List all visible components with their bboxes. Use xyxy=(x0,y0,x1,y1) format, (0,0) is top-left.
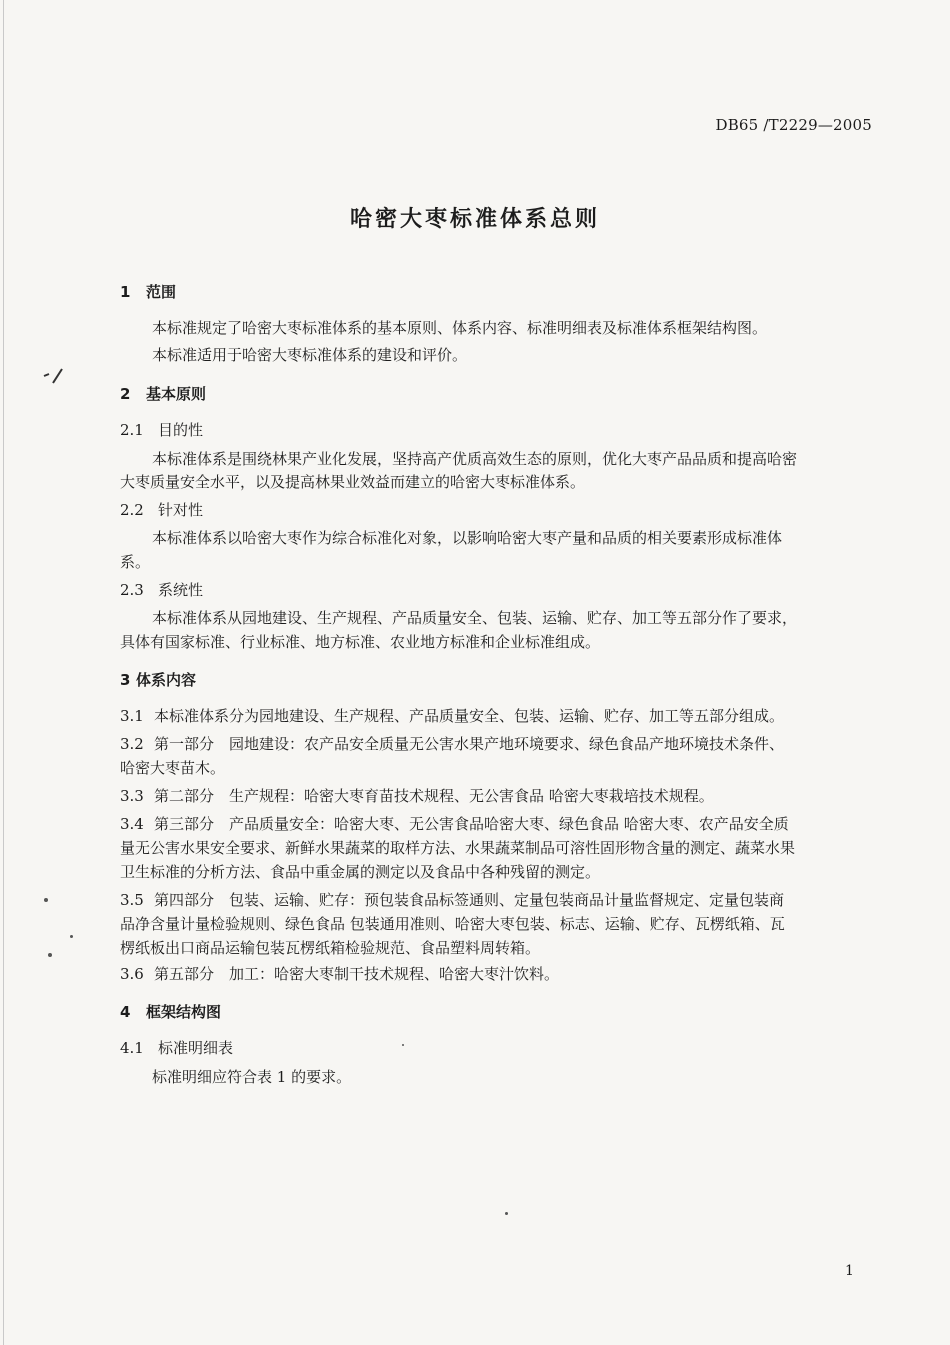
paragraph-line: 具体有国家标准、行业标准、地方标准、农业地方标准和企业标准组成。 xyxy=(120,633,601,651)
subsection-number: 2.2 xyxy=(120,501,144,519)
section-4-heading xyxy=(120,1002,221,1022)
paragraph-line: 标准明细应符合表 1 的要求。 xyxy=(152,1068,352,1086)
clause-3-2 xyxy=(120,734,784,754)
clause-number: 3.1 xyxy=(120,707,144,725)
section-number: 1 xyxy=(120,283,131,301)
scan-speck xyxy=(505,1212,508,1215)
clause-3-1 xyxy=(120,706,784,726)
paragraph-line: 本标准体系从园地建设、生产规程、产品质量安全、包装、运输、贮存、加工等五部分作了要求， xyxy=(152,609,798,627)
clause-number: 3.6 xyxy=(120,965,144,983)
clause-text: 第二部分 生产规程：哈密大枣育苗技术规程、无公害食品 哈密大枣栽培技术规程。 xyxy=(154,787,714,805)
clause-text: 第一部分 园地建设：农产品安全质量无公害水果产地环境要求、绿色食品产地环境技术条件、 xyxy=(154,735,785,753)
subsection-title: 标准明细表 xyxy=(158,1039,234,1057)
clause-3-4 xyxy=(120,814,789,834)
subsection-2-1-heading xyxy=(120,420,203,440)
subsection-2-3-heading xyxy=(120,580,203,600)
paragraph-line: 系。 xyxy=(120,553,151,571)
subsection-4-1-heading xyxy=(120,1038,233,1058)
section-2-heading xyxy=(120,384,206,404)
section-number: 3 xyxy=(120,671,131,689)
paragraph: 本标准适用于哈密大枣标准体系的建设和评价。 xyxy=(152,346,468,364)
paragraph-line: 哈密大枣苗木。 xyxy=(120,759,226,777)
scan-speck xyxy=(44,898,48,902)
section-number: 4 xyxy=(120,1003,131,1021)
subsection-number: 2.3 xyxy=(120,581,144,599)
subsection-title: 针对性 xyxy=(158,501,204,519)
scan-speck xyxy=(70,935,73,938)
subsection-number: 2.1 xyxy=(120,421,144,439)
clause-text: 第三部分 产品质量安全：哈密大枣、无公害食品哈密大枣、绿色食品 哈密大枣、农产品安全质 xyxy=(154,815,789,833)
section-number: 2 xyxy=(120,385,131,403)
paragraph: 本标准规定了哈密大枣标准体系的基本原则、体系内容、标准明细表及标准体系框架结构图。 xyxy=(152,319,768,337)
paragraph-line: 品净含量计量检验规则、绿色食品 包装通用准则、哈密大枣包装、标志、运输、贮存、瓦楞纸箱、瓦 xyxy=(120,915,785,933)
clause-text: 本标准体系分为园地建设、生产规程、产品质量安全、包装、运输、贮存、加工等五部分组成。 xyxy=(154,707,785,725)
scan-mark-icon xyxy=(40,366,66,386)
scan-speck xyxy=(402,1044,404,1046)
clause-3-6 xyxy=(120,964,559,984)
clause-3-3 xyxy=(120,786,714,806)
scan-edge-line xyxy=(3,0,4,1345)
clause-number: 3.4 xyxy=(120,815,144,833)
subsection-title: 系统性 xyxy=(158,581,204,599)
subsection-number: 4.1 xyxy=(120,1039,144,1057)
clause-3-5 xyxy=(120,890,784,910)
paragraph-line: 本标准体系以哈密大枣作为综合标准化对象，以影响哈密大枣产量和品质的相关要素形成标准体 xyxy=(152,529,783,547)
page-number: 1 xyxy=(845,1263,854,1279)
document-title: 哈密大枣标准体系总则 xyxy=(349,207,600,232)
standard-code: DB65 /T2229—2005 xyxy=(715,116,872,134)
clause-number: 3.5 xyxy=(120,891,144,909)
section-1-heading xyxy=(120,282,176,302)
section-title: 范围 xyxy=(146,283,177,301)
subsection-title: 目的性 xyxy=(158,421,204,439)
clause-text: 第五部分 加工：哈密大枣制干技术规程、哈密大枣汁饮料。 xyxy=(154,965,560,983)
paragraph-line: 量无公害水果安全要求、新鲜水果蔬菜的取样方法、水果蔬菜制品可溶性固形物含量的测定、蔬菜水果 xyxy=(120,839,796,857)
section-title: 框架结构图 xyxy=(146,1003,222,1021)
scan-speck xyxy=(48,953,52,957)
section-title: 体系内容 xyxy=(136,671,197,689)
clause-number: 3.2 xyxy=(120,735,144,753)
paragraph-line: 楞纸板出口商品运输包装瓦楞纸箱检验规范、食品塑料周转箱。 xyxy=(120,939,541,957)
paragraph-line: 卫生标准的分析方法、食品中重金属的测定以及食品中各种残留的测定。 xyxy=(120,863,601,881)
clause-text: 第四部分 包装、运输、贮存：预包装食品标签通则、定量包装商品计量监督规定、定量包装商 xyxy=(154,891,785,909)
section-3-heading xyxy=(120,670,196,690)
clause-number: 3.3 xyxy=(120,787,144,805)
section-title: 基本原则 xyxy=(146,385,207,403)
paragraph-line: 大枣质量安全水平，以及提高林果业效益而建立的哈密大枣标准体系。 xyxy=(120,473,586,491)
subsection-2-2-heading xyxy=(120,500,203,520)
paragraph-line: 本标准体系是围绕林果产业化发展，坚持高产优质高效生态的原则，优化大枣产品品质和提高哈密 xyxy=(152,450,798,468)
